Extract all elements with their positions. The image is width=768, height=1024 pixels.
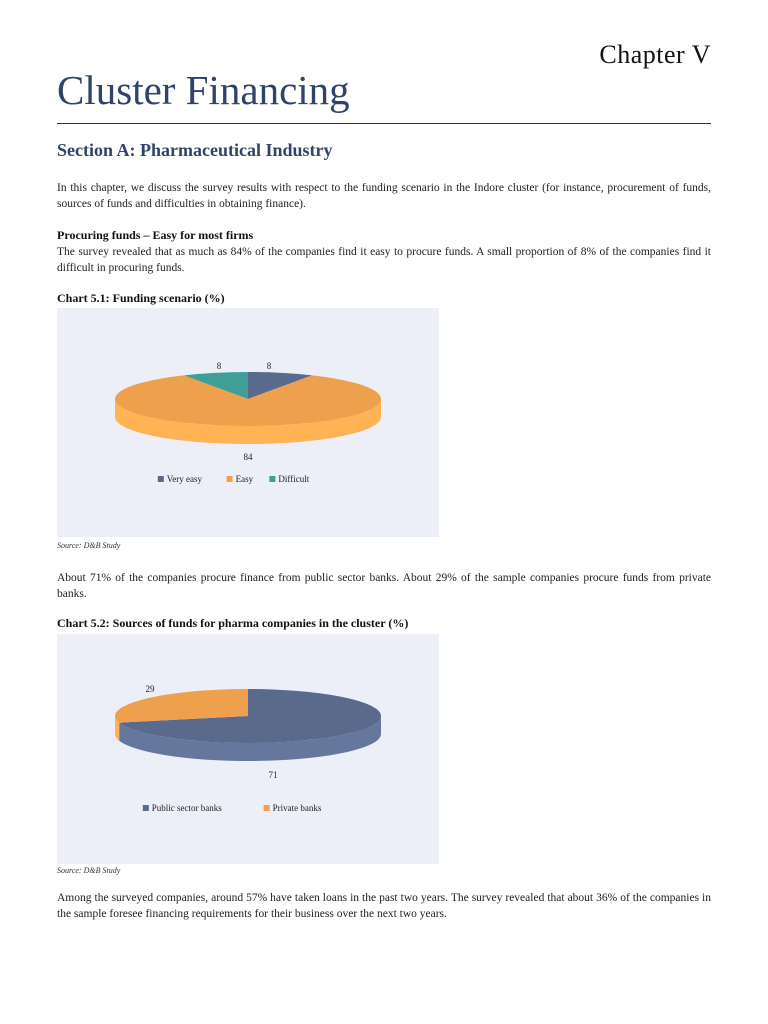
paragraph-funding-sources: About 71% of the companies procure finance from public sector banks. About 29% of the sample companies procure funds from private banks. (57, 572, 711, 600)
chart2-caption: Chart 5.2: Sources of funds for pharma companies in the cluster (%) (57, 616, 409, 630)
chart2-svg (57, 634, 439, 864)
data-label-private-banks: 29 (145, 684, 155, 694)
title-divider (57, 123, 711, 124)
chart2-area (57, 634, 439, 864)
chart1-source: Source: D&B Study (57, 541, 121, 550)
paragraph-funding-ease: The survey revealed that as much as 84% of the companies find it easy to procure funds. A small proportion of 8% of the companies find it difficult in procuring funds. (57, 246, 711, 274)
legend-swatch-very-easy (158, 476, 164, 482)
chart2-source: Source: D&B Study (57, 866, 121, 875)
legend-label-very-easy: Very easy (166, 474, 203, 484)
page-title: Cluster Financing (57, 67, 350, 113)
section-heading: Section A: Pharmaceutical Industry (57, 140, 333, 160)
legend-label-private-banks: Private banks (272, 803, 322, 813)
chart1-svg (57, 308, 439, 537)
paragraph-loans: Among the surveyed companies, around 57% have taken loans in the past two years. The survey revealed that about 36% of the companies in the sample foresee financing requirements for their business over the next two years. (57, 892, 711, 920)
legend-swatch-easy (227, 476, 233, 482)
data-label-very-easy: 8 (266, 361, 272, 371)
legend-swatch-public-sector-banks (143, 805, 149, 811)
legend-label-easy: Easy (235, 474, 254, 484)
intro-paragraph: In this chapter, we discuss the survey results with respect to the funding scenario in the Indore cluster (for instance, procurement of funds, sources of funds and difficulties in obtaining finance). (57, 182, 711, 210)
legend-swatch-private-banks (264, 805, 270, 811)
legend-label-public-sector-banks: Public sector banks (151, 803, 222, 813)
data-label-easy: 84 (243, 452, 253, 462)
legend-label-difficult: Difficult (278, 474, 310, 484)
data-label-public-sector-banks: 71 (268, 770, 278, 780)
chapter-label: Chapter V (599, 40, 711, 69)
chart1-area (57, 308, 439, 537)
legend-swatch-difficult (269, 476, 275, 482)
data-label-difficult: 8 (216, 361, 222, 371)
subheading-procuring-funds: Procuring funds – Easy for most firms (57, 228, 254, 242)
chart1-caption: Chart 5.1: Funding scenario (%) (57, 291, 225, 305)
